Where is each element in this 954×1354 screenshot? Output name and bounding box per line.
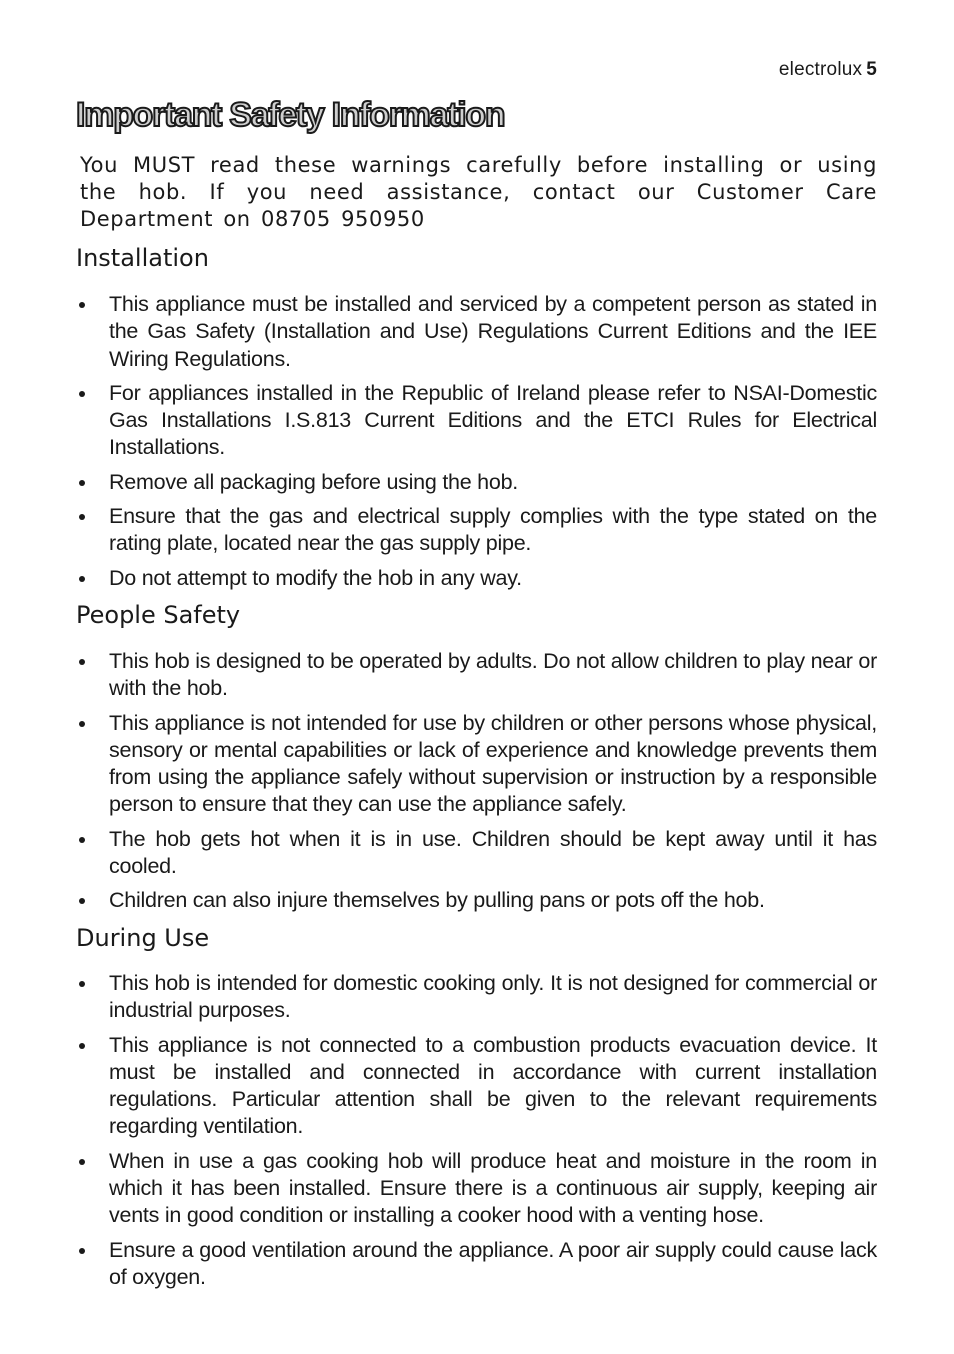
- during-use-list: [78, 970, 877, 1298]
- bullet-icon: [79, 898, 85, 904]
- people-safety-list: [78, 648, 877, 922]
- list-item: [78, 648, 877, 703]
- list-item: [78, 970, 877, 1025]
- list-item-text: For appliances installed in the Republic of Ireland please refer to NSAI-Domestic Gas Installations I.S.813 Current Editions and the ETCI Rules for Electrical Installations.: [109, 380, 877, 460]
- bullet-icon: [79, 480, 85, 486]
- bullet-icon: [79, 576, 85, 582]
- list-item: [78, 1148, 877, 1230]
- installation-list: [78, 291, 877, 599]
- list-item-text: This hob is intended for domestic cooking only. It is not designed for commercial or industrial purposes.: [109, 971, 877, 1023]
- brand-name: electrolux: [778, 59, 863, 80]
- list-item: [78, 826, 877, 881]
- bullet-icon: [79, 1248, 85, 1254]
- bullet-icon: [79, 391, 85, 397]
- list-item: [78, 291, 877, 373]
- list-item-text: Remove all packaging before using the hob.: [109, 469, 519, 494]
- list-item-text: This appliance must be installed and serviced by a competent person as stated in the Gas Safety (Installation and Use) Regulations Current Editions and the IEE Wiring Regulations.: [109, 292, 877, 371]
- list-item: [78, 469, 877, 496]
- list-item: [78, 565, 877, 592]
- bullet-icon: [79, 721, 85, 727]
- list-item-text: When in use a gas cooking hob will produce heat and moisture in the room in which it has been installed. Ensure there is a continuous air supply, keeping air vents in good condition or installing a cooker hood with a venting hose.: [109, 1148, 877, 1228]
- section-heading-installation: Installation: [76, 244, 209, 272]
- bullet-icon: [79, 514, 85, 520]
- section-heading-people-safety: People Safety: [76, 601, 241, 629]
- bullet-icon: [79, 837, 85, 843]
- page-title: Important Safety Information: [76, 96, 505, 134]
- list-item-text: Do not attempt to modify the hob in any way.: [109, 565, 522, 590]
- list-item: [78, 1237, 877, 1292]
- section-heading-during-use: During Use: [76, 924, 210, 952]
- list-item-text: Ensure a good ventilation around the appliance. A poor air supply could cause lack of oxygen.: [109, 1237, 877, 1289]
- bullet-icon: [79, 1159, 85, 1165]
- list-item: [78, 1032, 877, 1141]
- bullet-icon: [79, 659, 85, 665]
- list-item-text: Ensure that the gas and electrical supply complies with the type stated on the rating plate, located near the gas supply pipe.: [109, 504, 877, 556]
- list-item-text: Children can also injure themselves by pulling pans or pots off the hob.: [109, 888, 765, 913]
- running-header: [779, 59, 877, 81]
- list-item-text: This hob is designed to be operated by adults. Do not allow children to play near or with the hob.: [109, 649, 877, 701]
- bullet-icon: [79, 302, 85, 308]
- list-item: [78, 503, 877, 558]
- list-item-text: The hob gets hot when it is in use. Children should be kept away until it has cooled.: [109, 826, 877, 879]
- bullet-icon: [79, 1043, 85, 1049]
- list-item-text: This appliance is not connected to a combustion products evacuation device. It must be installed and connected in accordance with current installation regulations. Particular attention shall be given to the relevant requirements regarding ventilation.: [109, 1032, 877, 1139]
- safety-warning: You MUST read these warnings carefully before installing or using the hob. If you need assistance, contact our Customer Care Department on 08705 950950: [80, 153, 877, 231]
- list-item: [78, 380, 877, 462]
- list-item: [78, 887, 877, 914]
- bullet-icon: [79, 981, 85, 987]
- list-item-text: This appliance is not intended for use by children or other persons whose physical, sensory or mental capabilities or lack of experience and knowledge prevents them from using the appliance safely without supervision or instruction by a responsible person to ensure that they can use the appliance safely.: [109, 710, 877, 817]
- page-number: 5: [866, 59, 877, 80]
- list-item: [78, 710, 877, 819]
